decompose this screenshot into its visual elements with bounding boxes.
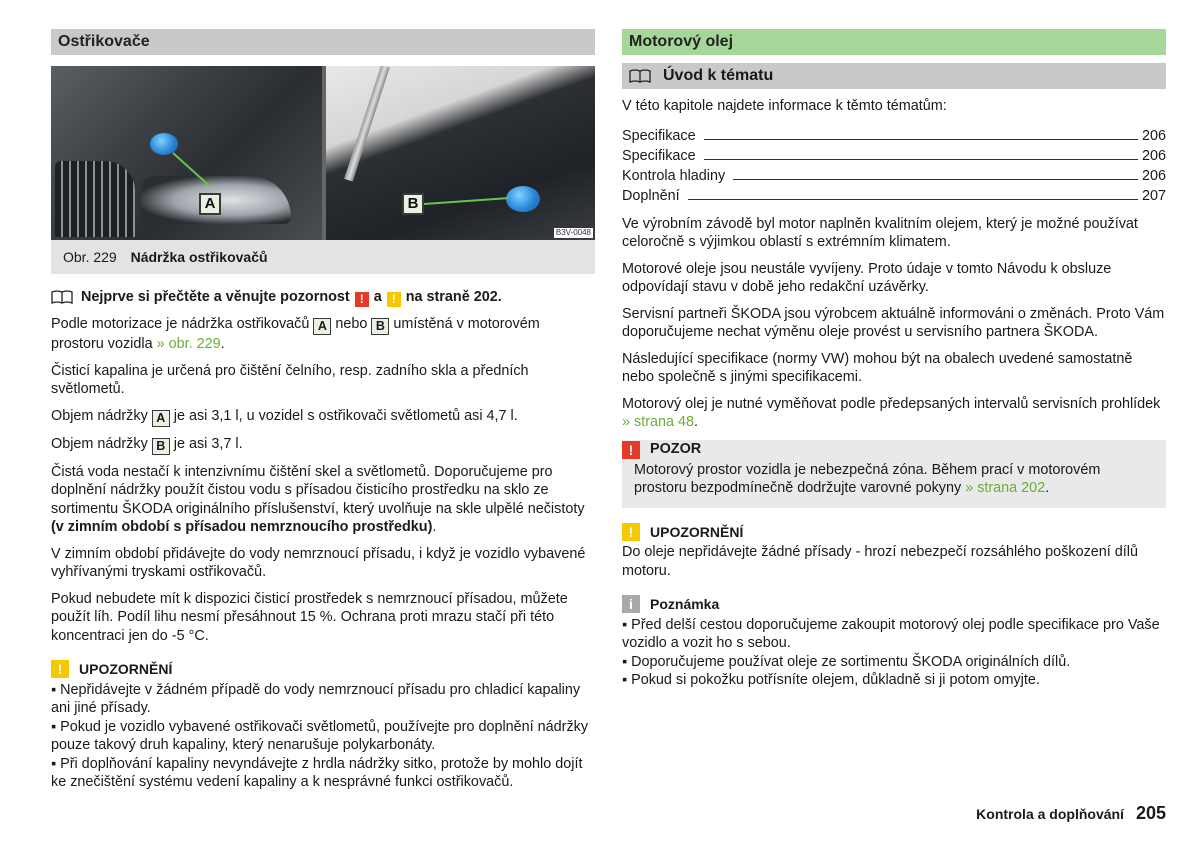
toc-leader <box>704 159 1138 160</box>
notice-header <box>622 523 1166 542</box>
p5-end: . <box>432 519 437 535</box>
caption-label: Obr. 229 <box>63 249 117 265</box>
p4-text-b: je asi 3,7 l. <box>173 435 243 452</box>
footer-chapter: Kontrola a doplňování <box>976 806 1124 822</box>
toc-label: Kontrola hladiny <box>622 167 726 184</box>
paragraph-factory-oil: Ve výrobním závodě byl motor naplněn kvalitním olejem, který je možné používat celoročně s výjimkou oblastí s extrémním klimatem. <box>622 215 1138 250</box>
notice-bullet: ▪ Při doplňování kapaliny nevyndávejte z hrdla nádržky sitko, protože by mohlo dojít ke znečištění systému vedení kapaliny a k nesprávné funkci ostřikovačů. <box>51 755 583 790</box>
note-bullet: ▪ Pokud si pokožku potřísníte olejem, důkladně si ji potom omyjte. <box>622 672 1040 688</box>
caution-icon: ! <box>51 660 69 678</box>
paragraph-specifications: Následující specifikace (normy VW) mohou být na obalech uvedené samostatně nebo společně s jinými specifikacemi. <box>622 350 1133 385</box>
warning-end: . <box>1045 480 1050 496</box>
p5-text: Čistá voda nestačí k intenzivnímu čištění skel a světlometů. Doporučujeme pro doplnění nádržky použít čistou vodu s přísadou čisticího prostředku na sklo ze sortimentu ŠKODA originálního příslušenství, který uvolňuje na skle ulpělé nečistoty <box>51 463 585 517</box>
note-body <box>622 616 1166 690</box>
toc-leader <box>704 139 1138 140</box>
warning-body <box>622 461 1156 498</box>
right-column <box>622 29 1166 690</box>
read-first-link[interactable]: na straně 202. <box>405 288 502 305</box>
read-first-connector: a <box>373 288 382 305</box>
inline-callout-a: A <box>152 410 170 427</box>
book-icon <box>51 290 73 304</box>
notice-bullet: ▪ Nepřidávejte v žádném případě do vody nemrznoucí přísadu pro chladicí kapaliny ani jiné přísady. <box>51 681 581 716</box>
read-first-text <box>81 288 502 307</box>
section-title-engine-oil: Motorový olej <box>622 29 1166 55</box>
read-first-notice <box>51 287 595 307</box>
figure-caption <box>51 240 595 274</box>
p3-text-b: je asi 3,1 l, u vozidel s ostřikovači světlometů asi 4,7 l. <box>173 407 518 424</box>
inline-callout-a: A <box>313 318 331 335</box>
radiator-grille <box>55 161 135 237</box>
p1-text-a: Podle motorizace je nádržka ostřikovačů <box>51 316 310 332</box>
p1-text-c: umístěná v motorovém prostoru vozidla <box>51 316 540 352</box>
p3-text-a: Objem nádržky <box>51 407 148 424</box>
p5-end: . <box>694 414 699 430</box>
reservoir-cap-b <box>506 186 540 212</box>
link-page-48[interactable]: » strana 48 <box>622 414 695 430</box>
paragraph-oil-change <box>622 395 1166 432</box>
callout-a: A <box>199 193 221 215</box>
toc-leader <box>688 199 1138 200</box>
toc-leader <box>733 179 1138 180</box>
p4-text-a: Objem nádržky <box>51 435 148 452</box>
paragraph-purpose: Čisticí kapalina je určená pro čištění čelního, resp. zadního skla a předních světlometů. <box>51 362 529 397</box>
paragraph-winter: V zimním období přidávejte do vody nemrznoucí přísadu, i když je vozidlo vybavené vyhřívanými tryskami ostřikovačů. <box>51 545 586 580</box>
paragraph-clean-water <box>51 463 595 537</box>
toc-page: 206 <box>1141 127 1166 144</box>
toc-entry[interactable] <box>622 187 1166 207</box>
left-column <box>51 29 595 792</box>
toc-entry[interactable] <box>622 167 1166 187</box>
section-title-washers: Ostřikovače <box>51 29 595 55</box>
notice-body <box>51 681 595 792</box>
callout-b: B <box>402 193 424 215</box>
image-code: B3V-0048 <box>555 228 591 237</box>
toc-label: Doplnění <box>622 187 680 204</box>
paragraph-volume-b <box>51 435 595 455</box>
paragraph-volume-a <box>51 407 595 427</box>
page-footer <box>976 804 1166 824</box>
book-icon <box>629 69 651 83</box>
notice-title: UPOZORNĚNÍ <box>650 523 744 540</box>
caution-icon: ! <box>387 292 401 307</box>
read-first-before: Nejprve si přečtěte a věnujte pozornost <box>81 288 350 305</box>
info-icon: i <box>622 595 640 613</box>
table-of-contents <box>622 127 1166 207</box>
figure-washer-reservoir <box>51 66 595 240</box>
notice-header <box>51 660 595 679</box>
paragraph-alcohol: Pokud nebudete mít k dispozici čisticí prostředek s nemrznoucí přísadou, můžete použít líh. Podíl lihu nesmí přesáhnout 15 %. Ochrana proti mrazu stačí při této koncentraci jen do -5 °C. <box>51 590 568 644</box>
note-header <box>622 595 1166 614</box>
caption-title: Nádržka ostřikovačů <box>130 249 268 265</box>
toc-page: 206 <box>1141 167 1166 184</box>
paragraph-service-partners: Servisní partneři ŠKODA jsou výrobcem aktuálně informováni o změnách. Proto Vám doporučujeme nechat výměnu oleje provést u servisního partnera ŠKODA. <box>622 305 1165 340</box>
topic-header <box>622 63 1166 89</box>
caution-icon: ! <box>622 523 640 541</box>
inline-callout-b: B <box>371 318 389 335</box>
warning-header <box>622 440 1156 460</box>
p1-end: . <box>220 336 225 352</box>
p5-bold: (v zimním období s přísadou nemrznoucího prostředku) <box>51 519 433 535</box>
p5-text: Motorový olej je nutné vyměňovat podle předepsaných intervalů servisních prohlídek <box>622 395 1161 412</box>
engine-bay-photo-a <box>51 66 322 240</box>
link-page-202[interactable]: » strana 202 <box>965 480 1046 496</box>
toc-label: Specifikace <box>622 147 696 164</box>
notice-bullet: ▪ Pokud je vozidlo vybavené ostřikovači světlometů, používejte pro doplnění nádržky pouze takový druh kapaliny, který nenarušuje polykarbonáty. <box>51 718 589 753</box>
notice-title: UPOZORNĚNÍ <box>79 661 173 677</box>
warning-icon: ! <box>355 292 369 307</box>
notice-body: Do oleje nepřidávejte žádné přísady - hrozí nebezpečí rozsáhlého poškození dílů motoru. <box>622 544 1138 579</box>
engine-bay-photo-b <box>326 66 595 240</box>
p1-text-b: nebo <box>335 316 368 332</box>
paragraph-oil-development: Motorové oleje jsou neustále vyvíjeny. Proto údaje v tomto Návodu k obsluze odpovídají stavu v době jeho redakční uzávěrky. <box>622 260 1112 295</box>
warning-title: POZOR <box>650 441 702 458</box>
paragraph-location <box>51 315 595 354</box>
toc-page: 206 <box>1141 147 1166 164</box>
note-bullet: ▪ Před delší cestou doporučujeme zakoupit motorový olej podle specifikace pro Vaše vozidlo a vozit ho s sebou. <box>622 616 1160 651</box>
page-number: 205 <box>1135 803 1166 823</box>
link-fig-229[interactable]: » obr. 229 <box>156 336 221 352</box>
toc-page: 207 <box>1141 187 1166 204</box>
note-bullet: ▪ Doporučujeme používat oleje ze sortimentu ŠKODA originálních dílů. <box>622 653 1071 670</box>
warning-icon: ! <box>622 441 640 459</box>
warning-text: Motorový prostor vozidla je nebezpečná zóna. Během prací v motorovém prostoru bezpodmínečně dodržujte varovné pokyny <box>634 461 1101 496</box>
toc-entry[interactable] <box>622 147 1166 167</box>
warning-box <box>622 440 1166 508</box>
toc-label: Specifikace <box>622 127 696 144</box>
inline-callout-b: B <box>152 438 170 455</box>
toc-intro: V této kapitole najdete informace k těmto tématům: <box>622 98 947 114</box>
note-title: Poznámka <box>650 596 720 612</box>
toc-entry[interactable] <box>622 127 1166 147</box>
topic-title: Úvod k tématu <box>663 66 774 84</box>
